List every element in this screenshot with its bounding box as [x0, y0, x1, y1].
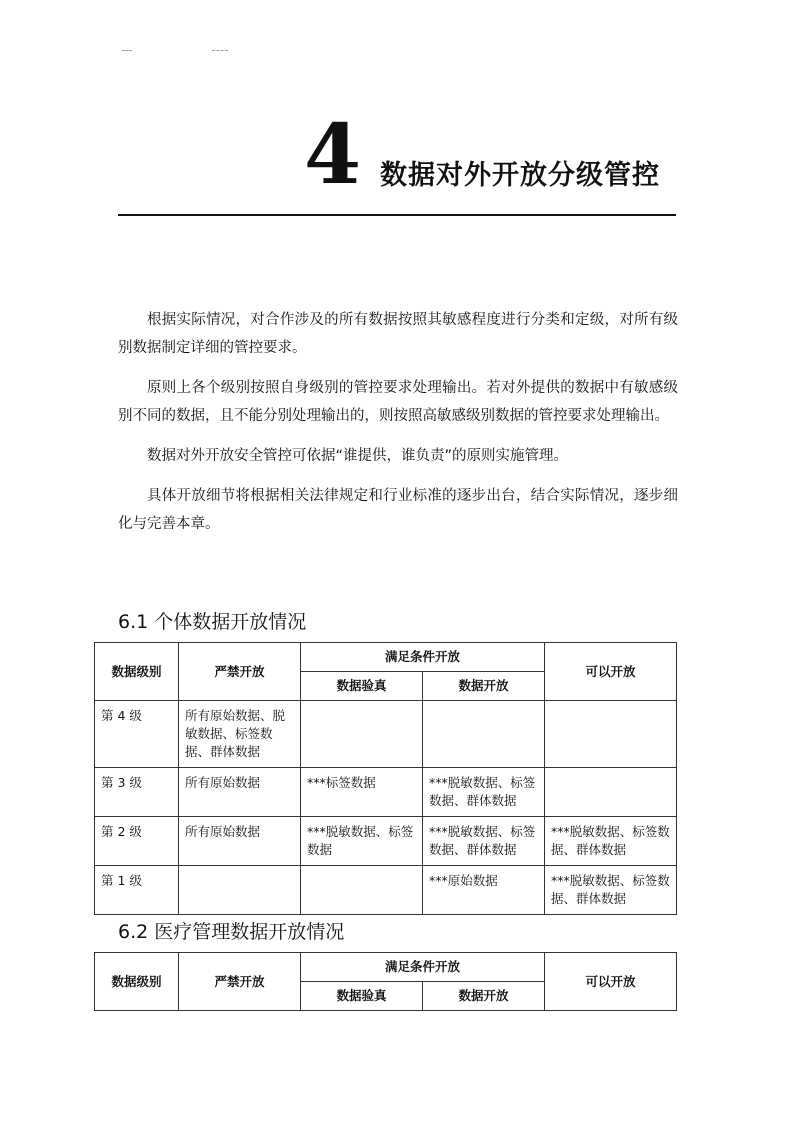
table-medical-data	[94, 952, 677, 1011]
cell-level: 第 1 级	[95, 866, 179, 915]
header-verify: 数据验真	[301, 982, 423, 1011]
cell-forbidden: 所有原始数据	[179, 817, 301, 866]
table-row	[95, 866, 677, 915]
paragraph: 原则上各个级别按照自身级别的管控要求处理输出。若对外提供的数据中有敏感级别不同的数据，且不能分别处理输出的，则按照高敏感级别数据的管控要求处理输出。	[118, 380, 678, 424]
cell-verify: ***脱敏数据、标签数据	[301, 817, 423, 866]
header-forbidden: 严禁开放	[179, 643, 301, 701]
cell-verify: ***标签数据	[301, 768, 423, 817]
cell-allowed: ***脱敏数据、标签数据、群体数据	[545, 817, 677, 866]
cell-open: ***原始数据	[423, 866, 545, 915]
section-heading-6-1: 6.1 个体数据开放情况	[118, 611, 307, 633]
cell-verify	[301, 866, 423, 915]
header-forbidden: 严禁开放	[179, 953, 301, 1011]
table-row	[95, 817, 677, 866]
header-open: 数据开放	[423, 982, 545, 1011]
cell-forbidden	[179, 866, 301, 915]
cell-allowed: ***脱敏数据、标签数据、群体数据	[545, 866, 677, 915]
table-row	[95, 701, 677, 768]
cell-allowed	[545, 768, 677, 817]
cell-open	[423, 701, 545, 768]
chapter-header	[118, 107, 676, 203]
header-open: 数据开放	[423, 672, 545, 701]
cell-forbidden: 所有原始数据	[179, 768, 301, 817]
header-allowed: 可以开放	[545, 643, 677, 701]
cell-open: ***脱敏数据、标签数据、群体数据	[423, 768, 545, 817]
cell-level: 第 4 级	[95, 701, 179, 768]
header-conditional: 满足条件开放	[301, 953, 545, 982]
body-text	[118, 306, 678, 550]
header-allowed: 可以开放	[545, 953, 677, 1011]
paragraph: 数据对外开放安全管控可依据“谁提供，谁负责”的原则实施管理。	[147, 448, 569, 464]
chapter-number: 4	[304, 107, 362, 203]
cell-forbidden: 所有原始数据、脱敏数据、标签数据、群体数据	[179, 701, 301, 768]
header-verify: 数据验真	[301, 672, 423, 701]
cell-open: ***脱敏数据、标签数据、群体数据	[423, 817, 545, 866]
table-individual-data	[94, 642, 677, 915]
header-conditional: 满足条件开放	[301, 643, 545, 672]
header-mark-right	[212, 50, 228, 52]
cell-level: 第 2 级	[95, 817, 179, 866]
paragraph: 根据实际情况，对合作涉及的所有数据按照其敏感程度进行分类和定级，对所有级别数据制定详细的管控要求。	[118, 312, 678, 356]
section-heading-6-2: 6.2 医疗管理数据开放情况	[118, 921, 345, 943]
cell-allowed	[545, 701, 677, 768]
chapter-rule	[118, 214, 676, 216]
table-row	[95, 768, 677, 817]
cell-level: 第 3 级	[95, 768, 179, 817]
cell-verify	[301, 701, 423, 768]
header-level: 数据级别	[95, 643, 179, 701]
paragraph: 具体开放细节将根据相关法律规定和行业标准的逐步出台，结合实际情况，逐步细化与完善本章。	[118, 488, 678, 532]
chapter-title: 数据对外开放分级管控	[380, 160, 660, 191]
header-level: 数据级别	[95, 953, 179, 1011]
header-mark-left	[122, 50, 132, 52]
